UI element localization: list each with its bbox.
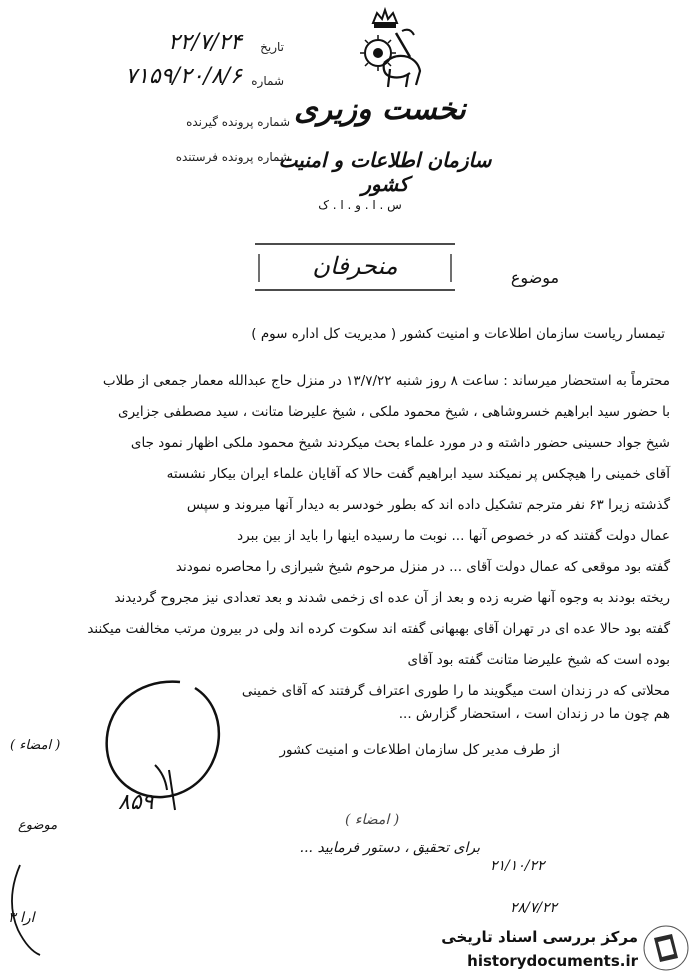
- handwritten-date-2: ۲۸/۷/۲۲: [510, 900, 558, 916]
- subject-label: موضوع: [510, 268, 560, 287]
- watermark: [410, 918, 700, 978]
- handwritten-scribble-mark: [0, 860, 50, 960]
- incoming-file-label: شماره پرونده گیرنده: [186, 115, 290, 129]
- body-line-3: شیخ جواد حسینی حضور داشته و در مورد علماء بحث میکردند شیخ محمود ملکی اظهار نمود جای: [130, 435, 670, 451]
- watermark-url: historydocuments.ir: [467, 952, 638, 970]
- org-subtitle: سازمان اطلاعات و امنیت کشور: [278, 148, 492, 196]
- body-line-5: گذشته زیرا ۶۳ نفر مترجم تشکیل داده اند که بطور خودسر به دیدار آنها میروند و سپس: [186, 497, 670, 513]
- org-abbreviation: س . ا . و . ا . ک: [318, 198, 402, 212]
- handwritten-margin-side: موضوع: [18, 818, 58, 833]
- subject-value: منحرفان: [312, 252, 398, 280]
- recipient-line: تیمسار ریاست سازمان اطلاعات و امنیت کشور ( مدیریت کل اداره سوم ): [251, 326, 665, 342]
- handwritten-initials: ( امضاء ): [345, 812, 400, 828]
- subject-box: [255, 238, 455, 296]
- handwritten-margin-note: برای تحقیق ، دستور فرمایید ...: [299, 840, 480, 856]
- body-line-2: با حضور سید ابراهیم خسروشاهی ، شیخ محمود ملکی ، شیخ علیرضا متانت ، سید مصطفی جزایری: [118, 404, 670, 420]
- watermark-logo-icon: [642, 924, 690, 972]
- body-line-10: بوده است که شیخ علیرضا متانت گفته بود آقای: [407, 652, 670, 668]
- outgoing-file-label: شماره پرونده فرستنده: [175, 150, 290, 164]
- signature: ( امضاء ): [10, 738, 61, 753]
- closing-line: از طرف مدیر کل سازمان اطلاعات و امنیت کشور: [279, 742, 560, 758]
- watermark-name: مرکز بررسی اسناد تاریخی: [441, 928, 638, 946]
- body-line-1: محترماً به استحضار میرساند : ساعت ۸ روز شنبه ۱۳/۷/۲۲ در منزل حاج عبدالله معمار جمعی از طلاب: [102, 373, 670, 389]
- number-row: [80, 64, 290, 98]
- date-value: ۲۲/۷/۲۴: [168, 30, 242, 55]
- emblem-lion-sun-icon: [340, 5, 430, 95]
- org-title: نخست وزیری: [294, 92, 466, 127]
- date-label: تاریخ: [260, 40, 284, 54]
- handwritten-date-1: ۲۱/۱۰/۲۲: [490, 858, 545, 874]
- handwritten-corner: ۳ ارا: [8, 910, 35, 926]
- body-line-9: گفته بود حالا عده ای در تهران آقای بهبهانی گفته اند سکوت کرده اند ولی در بیرون مرتب مخالفت میکنند: [87, 621, 670, 637]
- body-line-12: هم چون ما در زندان است ، استحضار گزارش ...: [398, 706, 670, 722]
- body-line-8: ریخته بودند به وجوه آنها ضربه زده و بعد از آن عده ای زخمی شدند و بعد تعدادی نیز مجروح گردیدند: [114, 590, 670, 606]
- number-value: ۷۱۵۹/۲۰/۸/۶: [125, 64, 242, 89]
- body-line-6: عمال دولت گفتند که در خصوص آنها ... نوبت ما رسیده اینها را باید از بین ببرد: [237, 528, 670, 544]
- body-line-4: آقای خمینی را هیچکس پر نمیکند سید ابراهیم گفت حالا که آقایان علماء ایران بیکار نشسته: [166, 466, 670, 482]
- number-label: شماره: [251, 74, 284, 88]
- body-line-11: محلاتی که در زندان است میگویند ما را طوری اعتراف گرفتند که آقای خمینی: [241, 683, 670, 699]
- date-row: [90, 28, 290, 62]
- body-line-7: گفته بود موقعی که عمال دولت آقای ... در منزل مرحوم شیخ شیرازی را محاصره نمودند: [175, 559, 670, 575]
- handwritten-number: ۸۵۹: [118, 790, 154, 815]
